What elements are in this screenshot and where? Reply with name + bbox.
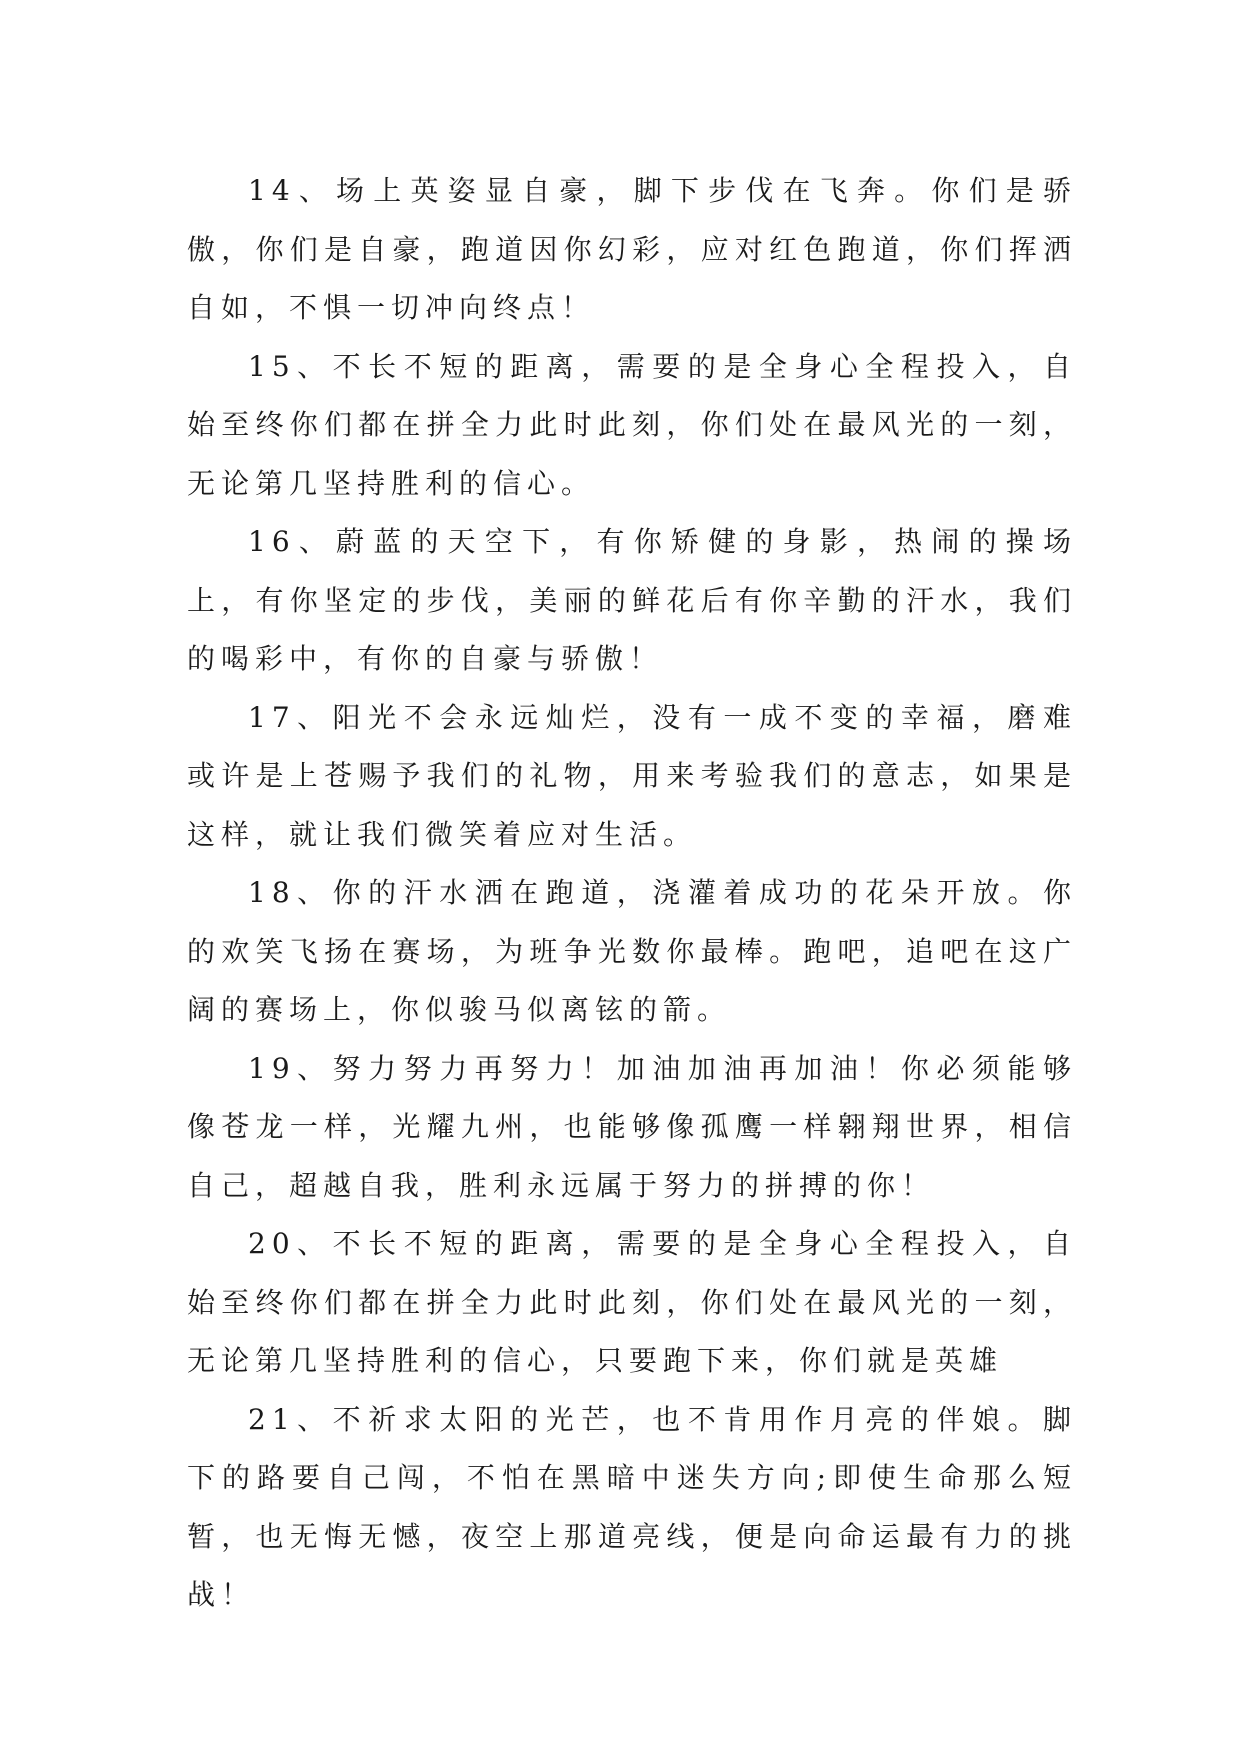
paragraph-20: 20、不长不短的距离，需要的是全身心全程投入，自始至终你们都在拼全力此时此刻，你们处在最风光的一刻，无论第几坚持胜利的信心，只要跑下来，你们就是英雄 <box>187 1227 1077 1377</box>
paragraph-14: 14、场上英姿显自豪，脚下步伐在飞奔。你们是骄傲，你们是自豪，跑道因你幻彩，应对红色跑道，你们挥洒自如，不惧一切冲向终点！ <box>187 174 1077 324</box>
paragraph-21: 21、不祈求太阳的光芒，也不肯用作月亮的伴娘。脚下的路要自己闯，不怕在黑暗中迷失方向;即使生命那么短暂，也无悔无憾，夜空上那道亮线，便是向命运最有力的挑战！ <box>187 1402 1077 1611</box>
paragraph-17: 17、阳光不会永远灿烂，没有一成不变的幸福，磨难或许是上苍赐予我们的礼物，用来考验我们的意志，如果是这样，就让我们微笑着应对生活。 <box>187 700 1077 851</box>
paragraph-18: 18、你的汗水洒在跑道，浇灌着成功的花朵开放。你的欢笑飞扬在赛场，为班争光数你最棒。跑吧，追吧在这广阔的赛场上，你似骏马似离铉的箭。 <box>187 876 1077 1026</box>
paragraph-15: 15、不长不短的距离，需要的是全身心全程投入，自始至终你们都在拼全力此时此刻，你们处在最风光的一刻，无论第几坚持胜利的信心。 <box>187 349 1077 500</box>
paragraph-16: 16、蔚蓝的天空下，有你矫健的身影，热闹的操场上，有你坚定的步伐，美丽的鲜花后有你辛勤的汗水，我们的喝彩中，有你的自豪与骄傲！ <box>187 525 1077 675</box>
document-body <box>187 162 1077 1625</box>
paragraph-19: 19、努力努力再努力！加油加油再加油！你必须能够像苍龙一样，光耀九州，也能够像孤鹰一样翱翔世界，相信自己，超越自我，胜利永远属于努力的拼搏的你！ <box>187 1051 1077 1202</box>
